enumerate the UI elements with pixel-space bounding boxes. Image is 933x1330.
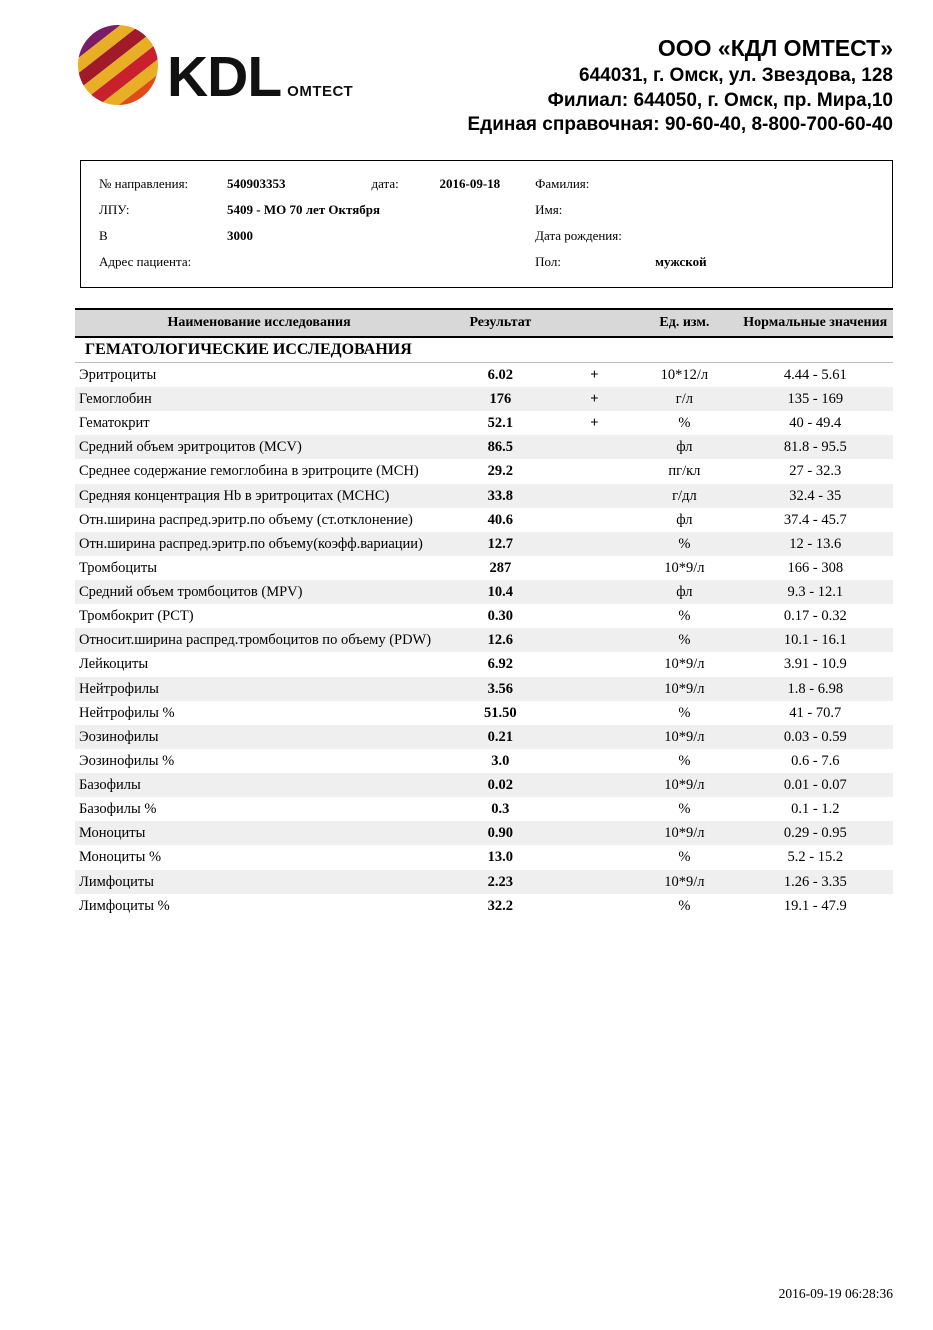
header-flag (558, 309, 632, 337)
table-row (75, 459, 893, 483)
cell-norm: 0.1 - 1.2 (738, 797, 893, 821)
cell-unit: % (631, 628, 737, 652)
table-row (75, 701, 893, 725)
cell-name: Лимфоциты % (75, 894, 443, 918)
sex-value: мужской (655, 253, 707, 269)
cell-flag (558, 532, 632, 556)
cell-result: 10.4 (443, 580, 558, 604)
cell-name: Тромбокрит (PCT) (75, 604, 443, 628)
b-label: В (99, 227, 108, 243)
info-row-address (81, 249, 892, 275)
cell-name: Отн.ширина распред.эритр.по объему (ст.отклонение) (75, 508, 443, 532)
cell-result: 33.8 (443, 484, 558, 508)
section-title: ГЕМАТОЛОГИЧЕСКИЕ ИССЛЕДОВАНИЯ (75, 337, 893, 363)
cell-flag (558, 701, 632, 725)
results-table-head (75, 309, 893, 337)
order-value: 540903353 (227, 175, 286, 191)
cell-flag (558, 725, 632, 749)
cell-norm: 40 - 49.4 (738, 411, 893, 435)
cell-name: Нейтрофилы % (75, 701, 443, 725)
cell-norm: 5.2 - 15.2 (738, 845, 893, 869)
cell-result: 176 (443, 387, 558, 411)
cell-flag (558, 773, 632, 797)
cell-norm: 81.8 - 95.5 (738, 435, 893, 459)
cell-name: Гемоглобин (75, 387, 443, 411)
table-row (75, 894, 893, 918)
cell-name: Моноциты (75, 821, 443, 845)
cell-result: 12.7 (443, 532, 558, 556)
cell-norm: 4.44 - 5.61 (738, 362, 893, 387)
table-row (75, 532, 893, 556)
cell-norm: 0.29 - 0.95 (738, 821, 893, 845)
table-row (75, 677, 893, 701)
cell-unit: фл (631, 508, 737, 532)
section-header-row (75, 337, 893, 363)
table-row (75, 362, 893, 387)
cell-result: 40.6 (443, 508, 558, 532)
address-label: Адрес пациента: (99, 253, 192, 269)
cell-unit: % (631, 701, 737, 725)
cell-flag (558, 894, 632, 918)
info-row-order (81, 171, 892, 197)
cell-unit: 10*9/л (631, 821, 737, 845)
cell-result: 86.5 (443, 435, 558, 459)
header-result: Результат (443, 309, 558, 337)
cell-norm: 0.03 - 0.59 (738, 725, 893, 749)
cell-norm: 19.1 - 47.9 (738, 894, 893, 918)
cell-name: Моноциты % (75, 845, 443, 869)
info-row-lpu (81, 197, 892, 223)
company-branch: Филиал: 644050, г. Омск, пр. Мира,10 (547, 89, 893, 111)
table-row (75, 508, 893, 532)
cell-flag (558, 604, 632, 628)
date-value: 2016-09-18 (439, 175, 501, 191)
cell-result: 0.21 (443, 725, 558, 749)
results-table-wrap (75, 308, 893, 918)
cell-flag (558, 821, 632, 845)
table-row (75, 435, 893, 459)
cell-norm: 12 - 13.6 (738, 532, 893, 556)
table-header-row (75, 309, 893, 337)
cell-unit: 10*9/л (631, 556, 737, 580)
cell-unit: 10*12/л (631, 362, 737, 387)
surname-label: Фамилия: (535, 175, 590, 191)
kdl-striped-ball-logo-icon (75, 22, 161, 108)
cell-norm: 32.4 - 35 (738, 484, 893, 508)
logo-subtitle: ОМТЕСТ (287, 83, 354, 100)
cell-result: 32.2 (443, 894, 558, 918)
table-row (75, 725, 893, 749)
cell-name: Гематокрит (75, 411, 443, 435)
cell-norm: 166 - 308 (738, 556, 893, 580)
cell-flag (558, 556, 632, 580)
cell-unit: % (631, 797, 737, 821)
table-row (75, 773, 893, 797)
table-row (75, 387, 893, 411)
cell-flag: + (558, 411, 632, 435)
cell-result: 12.6 (443, 628, 558, 652)
table-row (75, 652, 893, 676)
company-block (467, 22, 893, 138)
cell-name: Отн.ширина распред.эритр.по объему(коэфф.вариации) (75, 532, 443, 556)
cell-flag (558, 652, 632, 676)
results-table (75, 308, 893, 918)
logo-block (75, 22, 353, 108)
cell-unit: % (631, 894, 737, 918)
company-phone: Единая справочная: 90-60-40, 8-800-700-60-40 (467, 114, 893, 136)
cell-name: Нейтрофилы (75, 677, 443, 701)
cell-norm: 0.01 - 0.07 (738, 773, 893, 797)
table-row (75, 628, 893, 652)
cell-norm: 10.1 - 16.1 (738, 628, 893, 652)
cell-norm: 1.26 - 3.35 (738, 870, 893, 894)
logo-wordmark: KDL (167, 45, 282, 109)
cell-norm: 1.8 - 6.98 (738, 677, 893, 701)
cell-name: Относит.ширина распред.тромбоцитов по объему (PDW) (75, 628, 443, 652)
cell-flag (558, 459, 632, 483)
cell-flag: + (558, 387, 632, 411)
cell-unit: фл (631, 580, 737, 604)
cell-name: Среднее содержание гемоглобина в эритроците (MCH) (75, 459, 443, 483)
table-row (75, 845, 893, 869)
cell-flag (558, 435, 632, 459)
cell-name: Лейкоциты (75, 652, 443, 676)
header-name: Наименование исследования (75, 309, 443, 337)
cell-result: 13.0 (443, 845, 558, 869)
table-row (75, 604, 893, 628)
cell-flag (558, 870, 632, 894)
company-address: 644031, г. Омск, ул. Звездова, 128 (579, 64, 893, 86)
table-row (75, 870, 893, 894)
cell-result: 51.50 (443, 701, 558, 725)
cell-flag (558, 677, 632, 701)
cell-name: Средний объем эритроцитов (MCV) (75, 435, 443, 459)
company-name: ООО «КДЛ ОМТЕСТ» (657, 35, 893, 61)
cell-name: Лимфоциты (75, 870, 443, 894)
document-header (0, 0, 933, 138)
name-label: Имя: (535, 201, 563, 217)
cell-norm: 135 - 169 (738, 387, 893, 411)
cell-norm: 9.3 - 12.1 (738, 580, 893, 604)
lpu-label: ЛПУ: (99, 201, 130, 217)
cell-name: Эозинофилы (75, 725, 443, 749)
results-table-body (75, 337, 893, 918)
order-label: № направления: (99, 175, 189, 191)
cell-flag (558, 508, 632, 532)
cell-unit: фл (631, 435, 737, 459)
cell-flag (558, 628, 632, 652)
table-row (75, 580, 893, 604)
cell-unit: % (631, 749, 737, 773)
date-label: дата: (371, 175, 399, 191)
cell-flag (558, 484, 632, 508)
cell-result: 52.1 (443, 411, 558, 435)
cell-unit: % (631, 532, 737, 556)
cell-name: Средняя концентрация Hb в эритроцитах (MCHC) (75, 484, 443, 508)
cell-unit: г/л (631, 387, 737, 411)
cell-name: Тромбоциты (75, 556, 443, 580)
cell-flag (558, 749, 632, 773)
table-row (75, 821, 893, 845)
cell-name: Эритроциты (75, 362, 443, 387)
cell-unit: % (631, 411, 737, 435)
cell-flag: + (558, 362, 632, 387)
cell-name: Эозинофилы % (75, 749, 443, 773)
table-row (75, 556, 893, 580)
cell-result: 6.02 (443, 362, 558, 387)
lpu-value: 5409 - МО 70 лет Октября (227, 201, 381, 217)
cell-norm: 41 - 70.7 (738, 701, 893, 725)
patient-info-box (80, 160, 893, 288)
cell-result: 3.56 (443, 677, 558, 701)
header-norm: Нормальные значения (738, 309, 893, 337)
cell-unit: 10*9/л (631, 870, 737, 894)
cell-unit: пг/кл (631, 459, 737, 483)
cell-name: Средний объем тромбоцитов (MPV) (75, 580, 443, 604)
cell-result: 2.23 (443, 870, 558, 894)
cell-unit: 10*9/л (631, 677, 737, 701)
cell-norm: 37.4 - 45.7 (738, 508, 893, 532)
cell-result: 0.30 (443, 604, 558, 628)
cell-unit: г/дл (631, 484, 737, 508)
cell-flag (558, 845, 632, 869)
cell-norm: 3.91 - 10.9 (738, 652, 893, 676)
cell-result: 0.02 (443, 773, 558, 797)
info-row-b (81, 223, 892, 249)
cell-unit: 10*9/л (631, 773, 737, 797)
cell-name: Базофилы % (75, 797, 443, 821)
cell-norm: 27 - 32.3 (738, 459, 893, 483)
sex-label: Пол: (535, 253, 561, 269)
cell-unit: % (631, 604, 737, 628)
print-timestamp: 2016-09-19 06:28:36 (778, 1286, 893, 1301)
table-row (75, 484, 893, 508)
cell-result: 3.0 (443, 749, 558, 773)
birthdate-label: Дата рождения: (535, 227, 622, 243)
cell-norm: 0.6 - 7.6 (738, 749, 893, 773)
cell-result: 29.2 (443, 459, 558, 483)
cell-result: 6.92 (443, 652, 558, 676)
cell-flag (558, 580, 632, 604)
table-row (75, 797, 893, 821)
table-row (75, 411, 893, 435)
cell-result: 0.90 (443, 821, 558, 845)
cell-unit: % (631, 845, 737, 869)
cell-name: Базофилы (75, 773, 443, 797)
cell-unit: 10*9/л (631, 652, 737, 676)
cell-norm: 0.17 - 0.32 (738, 604, 893, 628)
cell-unit: 10*9/л (631, 725, 737, 749)
cell-result: 287 (443, 556, 558, 580)
b-value: 3000 (227, 227, 253, 243)
cell-result: 0.3 (443, 797, 558, 821)
cell-flag (558, 797, 632, 821)
header-unit: Ед. изм. (631, 309, 737, 337)
table-row (75, 749, 893, 773)
